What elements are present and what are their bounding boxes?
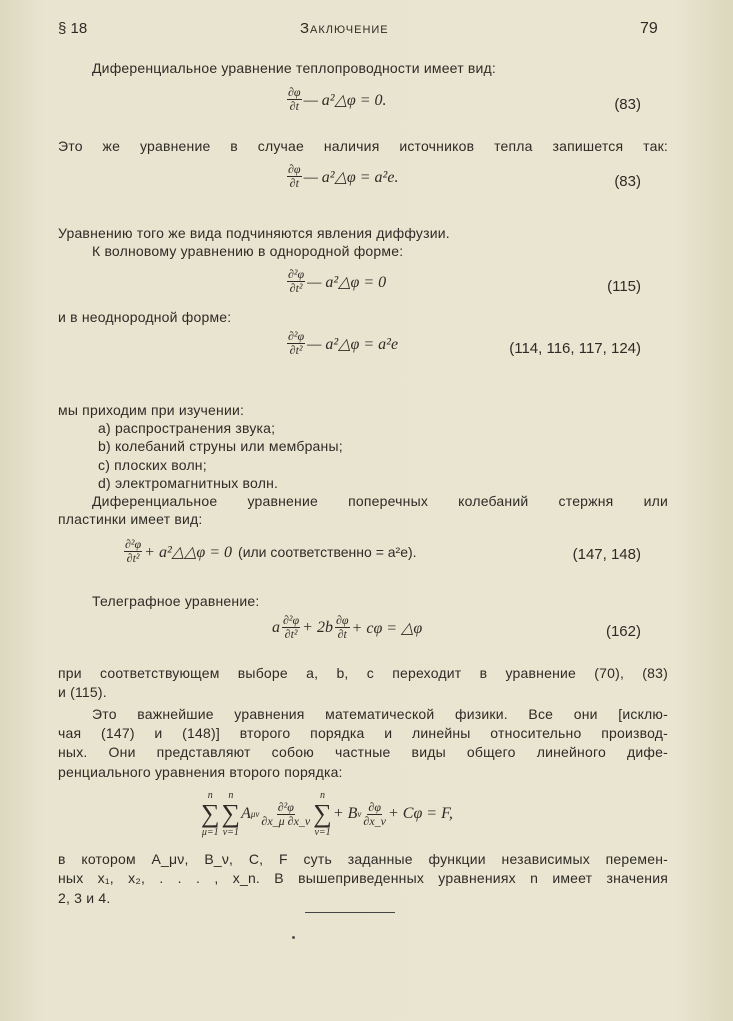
paragraph: Диференциальное уравнение теплопроводности имеет вид: [92, 60, 497, 76]
sum-lower: ν=1 [314, 827, 331, 838]
fraction [261, 801, 310, 828]
equation-label: (83) [614, 173, 641, 190]
paragraph: и в неоднородной форме: [58, 309, 232, 325]
equation-body: — a²△φ = 0 [307, 273, 387, 291]
page-number: 79 [640, 20, 658, 37]
equation-162 [272, 614, 422, 641]
numerator: ∂²φ [125, 537, 142, 551]
paragraph: при соответствующем выборе a, b, c переходит в уравнение (70), (83) [58, 665, 668, 681]
paragraph: ных x₁, x₂, . . . , x_n. В вышеприведенных уравнениях n имеет значения [58, 870, 668, 886]
equation-body: + a²△△φ = 0 [144, 543, 233, 561]
fraction [287, 163, 302, 190]
numerator: ∂²φ [288, 267, 305, 281]
paragraph: в котором A_μν, B_ν, C, F суть заданные функции независимых перемен- [58, 851, 668, 867]
running-title: Заключение [300, 20, 389, 37]
numerator: ∂²φ [283, 613, 300, 627]
equation-83b [285, 163, 398, 190]
equation-label: (115) [607, 278, 641, 295]
paragraph: Диференциальное уравнение поперечных колебаний стержня или [92, 493, 668, 509]
denominator: ∂t² [284, 627, 298, 641]
equation-part: A [241, 805, 251, 822]
sum-upper: n [228, 790, 234, 801]
equation-body: — a²△φ = 0. [303, 91, 387, 109]
sum-upper: n [320, 790, 326, 801]
denominator: ∂t [337, 627, 347, 641]
sum-nu: n ∑ ν=1 [313, 790, 332, 838]
equation-part: + 2b [302, 618, 333, 636]
equation-body: — a²△φ = a²e. [303, 168, 399, 186]
equation-114 [285, 330, 398, 357]
numerator: ∂²φ [277, 799, 294, 814]
denominator: ∂t² [289, 281, 303, 295]
paragraph: пластинки имеет вид: [58, 511, 203, 527]
general-equation [200, 790, 453, 838]
fraction [363, 801, 386, 828]
paragraph: мы приходим при изучении: [58, 402, 245, 418]
sum-nu: n ∑ ν=1 [221, 790, 241, 838]
numerator: ∂φ [288, 85, 301, 99]
paragraph: Телеграфное уравнение: [92, 593, 260, 609]
paragraph: К волновому уравнению в однородной форме: [92, 243, 404, 259]
equation-label: (83) [614, 96, 641, 113]
paragraph: Это важнейшие уравнения математической физики. Все они [исклю- [92, 706, 668, 722]
fraction [287, 268, 305, 295]
equation-body: — a²△φ = a²e [307, 335, 399, 353]
equation-label: (147, 148) [572, 546, 641, 563]
paragraph: Уравнению того же вида подчиняются явления диффузии. [58, 225, 450, 241]
fraction [287, 86, 302, 113]
fraction [124, 538, 142, 565]
denominator: ∂t [289, 176, 299, 190]
sum-mu: n ∑ μ=1 [201, 790, 220, 838]
equation-body: + Cφ = F, [387, 805, 453, 822]
denominator: ∂t² [126, 551, 140, 565]
equation-body: + cφ = △φ [351, 619, 423, 637]
equation-part: a [272, 618, 280, 636]
fraction [282, 614, 300, 641]
sum-lower: ν=1 [222, 827, 239, 838]
numerator: ∂φ [288, 162, 301, 176]
end-rule [305, 912, 395, 913]
subscript: ν [357, 809, 362, 819]
equation-label: (114, 116, 117, 124) [509, 340, 641, 357]
paragraph: ренциального уравнения второго порядка: [58, 764, 343, 780]
list-item: b) колебаний струны или мембраны; [98, 438, 343, 454]
paragraph: и (115). [58, 684, 107, 700]
list-item: d) электромагнитных волн. [98, 475, 279, 491]
equation-147 [122, 538, 417, 565]
sum-lower: μ=1 [201, 827, 219, 838]
speck [292, 936, 295, 939]
section-number: § 18 [58, 20, 88, 37]
denominator: ∂x_μ ∂x_ν [261, 813, 311, 828]
paragraph: 2, 3 и 4. [58, 890, 111, 906]
paragraph: чая (147) и (148)] второго порядка и линейны относительно производ- [58, 725, 668, 741]
equation-part: + B [332, 805, 358, 822]
paragraph: Это же уравнение в случае наличия источников тепла запишется так: [58, 138, 668, 154]
paragraph: ных. Они представляют собою частные виды общего линейного дифе- [58, 744, 668, 760]
denominator: ∂t² [289, 343, 303, 357]
equation-115 [285, 268, 386, 295]
list-item: a) распространения звука; [98, 420, 276, 436]
sum-upper: n [207, 790, 213, 801]
equation-83 [285, 86, 387, 113]
numerator: ∂²φ [288, 329, 305, 343]
equation-note: (или соответственно = a²e). [238, 543, 417, 560]
fraction [287, 330, 305, 357]
denominator: ∂t [289, 99, 299, 113]
list-item: c) плоских волн; [98, 457, 207, 473]
fraction [335, 614, 350, 641]
numerator: ∂φ [335, 613, 349, 627]
subscript: μν [250, 809, 260, 819]
numerator: ∂φ [368, 799, 381, 814]
denominator: ∂x_ν [363, 813, 386, 828]
equation-label: (162) [605, 623, 641, 640]
